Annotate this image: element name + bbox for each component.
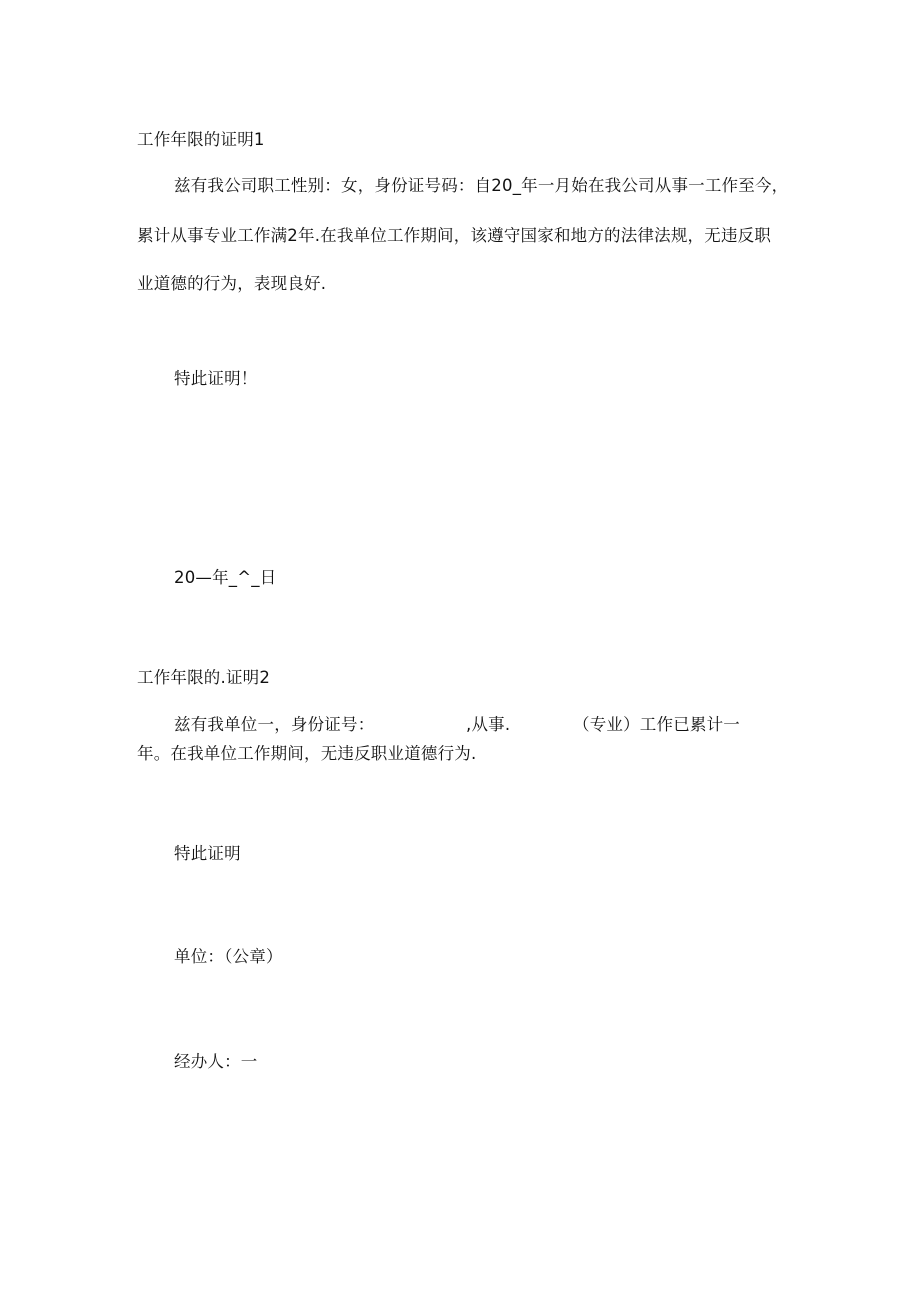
section1-paragraph-line3: 业道德的行为，表现良好.: [137, 274, 327, 293]
section2-unit-seal: 单位：（公章）: [174, 947, 283, 966]
section1-paragraph-line2: 累计从事专业工作满2年.在我单位工作期间，该遵守国家和地方的法律法规，无违反职: [137, 226, 772, 245]
section1-closing: 特此证明！: [174, 369, 258, 388]
section2-handler: 经办人：一: [174, 1052, 258, 1071]
section2-paragraph-line2: 年。在我单位工作期间，无违反职业道德行为.: [137, 744, 477, 763]
section1-paragraph-line1: 兹有我公司职工性别：女，身份证号码：自20_年一月始在我公司从事一工作至今，: [174, 176, 789, 195]
section2-paragraph-part2: ,从事.: [466, 715, 511, 734]
section2-heading: 工作年限的.证明2: [137, 668, 271, 687]
section1-heading: 工作年限的证明1: [137, 130, 265, 149]
section2-closing: 特此证明: [174, 844, 241, 863]
section2-paragraph-part1: 兹有我单位一，身份证号：: [174, 715, 375, 734]
section1-date: 20—年_^_日: [174, 568, 277, 587]
section2-paragraph-part3: （专业）工作已累计一: [573, 715, 740, 734]
